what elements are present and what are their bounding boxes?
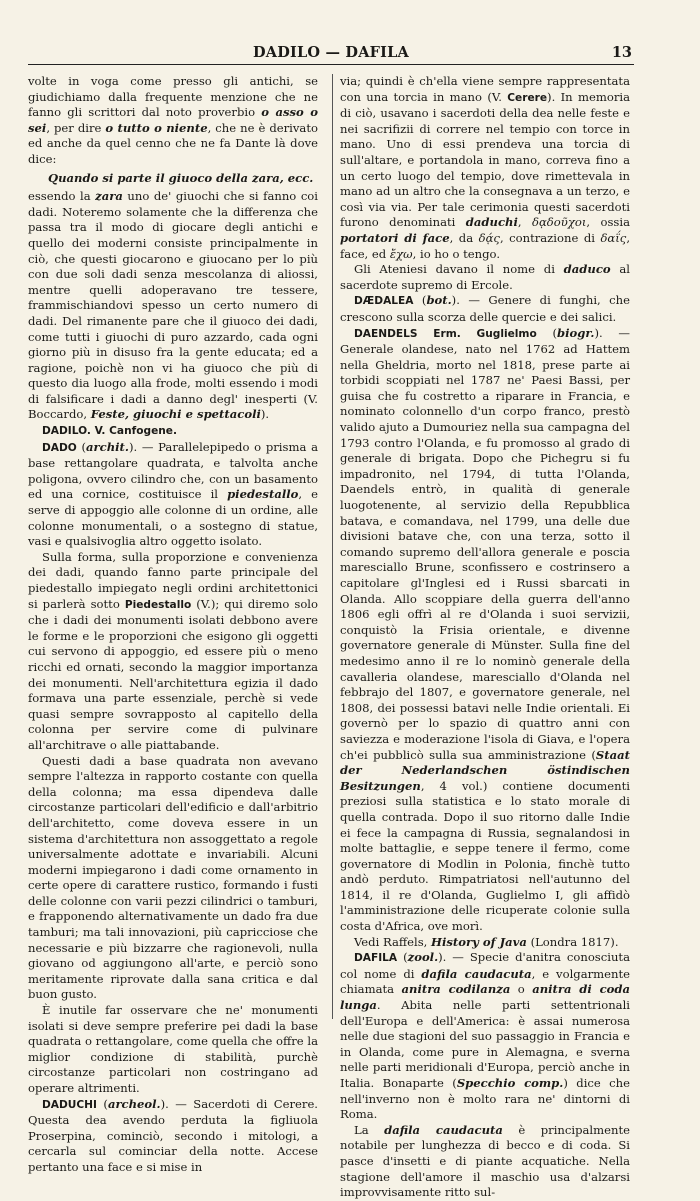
paragraph-dafila-caudacuta: La dafila caudacuta è principalmente notabile per lunghezza di becco e di coda. Si pasce d'insetti e di piante acquatiche. Nella stagione dell'amore il maschio usa d'alzarsi improvvisamente ritto sul- bbox=[340, 1122, 630, 1200]
dante-quote: Quando si parte il giuoco della zara, ecc. bbox=[48, 170, 314, 185]
paragraph-dado-forma: Sulla forma, sulla proporzione e convenienza dei dadi, quando fanno parte principale del piedestallo impiegato negli ordini architettonici si parlerà sotto Piedestallo (V.); qui diremo solo che i dadi dei monumenti isolati debbono avere le forme e le proporzioni che esigono gli oggetti cui servono di appoggio, ed essere più o meno ricchi ed ornati, secondo la maggior importanza dei monumenti. Nell'architettura egizia il dado formava una parte essenziale, perchè si vede quasi sempre sovrapposto al capitello della colonna per servire come di pulvinare all'architrave o alle piattabande. bbox=[28, 549, 318, 752]
paragraph-dadi-continued: volte in voga come presso gli antichi, se giudichiamo dalla frequente menzione che ne fanno gli scrittori dal noto proverbio o asso o sei, per dire o tutto o niente, che ne è derivato ed anche da quel cenno che ne fa Dante là dove dice: bbox=[28, 74, 318, 166]
column-divider bbox=[332, 74, 333, 1019]
running-header bbox=[28, 40, 634, 65]
right-column bbox=[340, 74, 631, 1200]
entry-dado: DADO (archit.). — Parallelepipedo o prisma a base rettangolare quadrata, e talvolta anche poligona, ovvero cilindro che, con un basamento ed una cornice, costituisce il piedestallo, e serve di appoggio alle colonne di un ordine, alle colonne monumentali, o a sostegno di statue, vasi e qualsivoglia altro oggetto isolato. bbox=[28, 439, 318, 549]
entry-dadilo: DADILO. V. Canfogene. bbox=[42, 425, 178, 438]
paragraph-dado-stabilita: È inutile far osservare che ne' monumenti isolati si deve sempre preferire pei dadi la base quadrata o rettangolare, come quella che offre la miglior condizione di stabilità, purchè circostanze particolari non costringano ad operare altrimenti. bbox=[28, 1003, 318, 1095]
page-number: 13 bbox=[611, 44, 632, 61]
paragraph-daduchi-continued: via; quindi è ch'ella viene sempre rappresentata con una torcia in mano (V. Cerere). In memoria di ciò, usavano i sacerdoti della dea nelle feste e nei sacrifizii di correre nel tempio con torce in mano. Uno di essi prendeva una torcia di sull'altare, e portandola in mano, correva fino a un certo luogo del tempio, dove rimettevala in mano ad un altro che la consegnava a un terzo, e così via via. Per tale cerimonia questi sacerdoti furono denominati daduchi, δᾳδοῦχοι, ossia portatori di face, da δᾴς, contrazione di δαΐς, face, ed ἔχω, io ho o tengo. bbox=[340, 74, 631, 261]
entry-daendels: DAENDELS Erm. Guglielmo (biogr.). — Generale olandese, nato nel 1762 ad Hattem nella Gheldria, morto nel 1818, prese parte ai torbidi scoppiati nel 1787 ne' Paesi Bassi, per guisa che fu costretto a riparare in Francia, e nominato colonnello d'un corpo franco, prestò valido ajuto a Dumouriez nella sua campagna del 1793 contro l'Olanda, e fu promosso al grado di generale di brigata. Dopo che Pichegru si fu impadronito, nel 1794, di tutta l'Olanda, Daendels entrò, in qualità di generale luogotenente, al servizio della Repubblica batava, e comandava, nel 1799, una delle due divisioni batave che, con una terza, sotto il comando supremo dell'allora generale e poscia maresciallo Brune, sconfissero e costrinsero a capitolare gl'Inglesi ed i Russi sbarcati in Olanda. Allo scoppiare della guerra dell'anno 1806 egli offrì al re d'Olanda i suoi servizii, conquistò la Frisia orientale, e divenne governatore generale di Münster. Sulla fine del medesimo anno il re lo nominò generale della cavalleria olandese, maresciallo d'Olanda nel febbrajo del 1807, e governatore generale, nel 1808, dei possessi batavi nelle Indie orientali. Ei governò per lo spazio di quattro anni con saviezza e moderazione l'isola di Giava, e l'opera ch'ei pubblicò sulla sua amministrazione (Staat der Nederlandschen östindischen Besitzungen, 4 vol.) contiene documenti preziosi sulla statistica e lo stato morale di quella contrada. Dopo il suo ritorno dalle Indie ei fece la campagna di Russia, segnalandosi in molte battaglie, e seppe tenere il fermo, come governatore di Modlin in Polonia, finchè tutto andò perduto. Rimpatriatosi nell'autunno del 1814, il re d'Olanda, Guglielmo I, gli affidò l'amministrazione delle ricuperate colonie sulla costa d'Africa, ove morì. bbox=[340, 325, 630, 934]
paragraph-zara: essendo la zara uno de' giuochi che si fanno coi dadi. Noteremo solamente che la differenza che passa tra il modo di giocare degli antichi e quello dei moderni consiste principalmente in ciò, che questi giocarono e giuocano per lo più con due soli dadi senza mescolanza di aliossi, mentre quelli adoperavano tre tessere, frammischiandovi spesso un certo numero di dadi. Del rimanente pare che il giuoco dei dadi, come tutti i giuochi di puro azzardo, cada ogni giorno più in disuso fra la gente educata; ed a ragione, poichè non vi ha giuoco che più di questo dia luogo alla frode, molti essendo i modi di falsificare i dadi a danno degl' inesperti (V. Boccardo, Feste, giuochi e spettacoli). bbox=[28, 189, 318, 422]
paragraph-ateniesi: Gli Ateniesi davano il nome di daduco al sacerdote supremo di Ercole. bbox=[340, 262, 630, 292]
running-title: DADILO — DAFILA bbox=[253, 44, 409, 61]
entry-daedalea: DÆDALEA (bot.). — Genere di funghi, che crescono sulla scorza delle quercie e dei salici. bbox=[340, 293, 630, 324]
paragraph-vedi-raffels: Vedi Raffels, History of Java (Londra 1817). bbox=[354, 934, 619, 949]
entry-dafila: DAFILA (zool.). — Specie d'anitra conosciuta col nome di dafila caudacuta, e volgarmente chiamata anitra codilanza o anitra di coda lunga. Abita nelle parti settentrionali dell'Europa e dell'America: è assai numerosa nelle due stagioni del suo passaggio in Francia e in Olanda, come pure in Alemagna, e sverna nelle parti meridionali d'Europa, perciò anche in Italia. Bonaparte (Specchio comp.) dice che nell'inverno non è molto rara ne' dintorni di Roma. bbox=[340, 950, 631, 1122]
paragraph-dado-altezza: Questi dadi a base quadrata non avevano sempre l'altezza in rapporto costante con quella della colonna; ma essa dipendeva dalle circostanze particolari dell'edificio e dall'arbitrio dell'architetto, come doveva essere in un sistema d'architettura non assoggettato a regole universalmente adottate e invariabili. Alcuni moderni impiegarono i dadi come ornamento in certe opere di carattere rustico, formando i fusti delle colonne con varii pezzi cilindrici o tamburi, e frapponendo alternativamente un dado fra due tamburi; ma tali innovazioni, più capricciose che necessarie e più bizzarre che ragionevoli, nulla giovano od aggiungono all'arte, e perciò sono meritamente riprovate dalla sana critica e dal buon gusto. bbox=[28, 753, 318, 1002]
left-column bbox=[28, 74, 318, 1174]
entry-daduchi: DADUCHI (archeol.). — Sacerdoti di Cerere. Questa dea avendo perduta la figliuola Proserpina, cominciò, secondo i mitologi, a cercarla sul cominciar della notte. Accese pertanto una face e si mise in bbox=[28, 1096, 318, 1174]
